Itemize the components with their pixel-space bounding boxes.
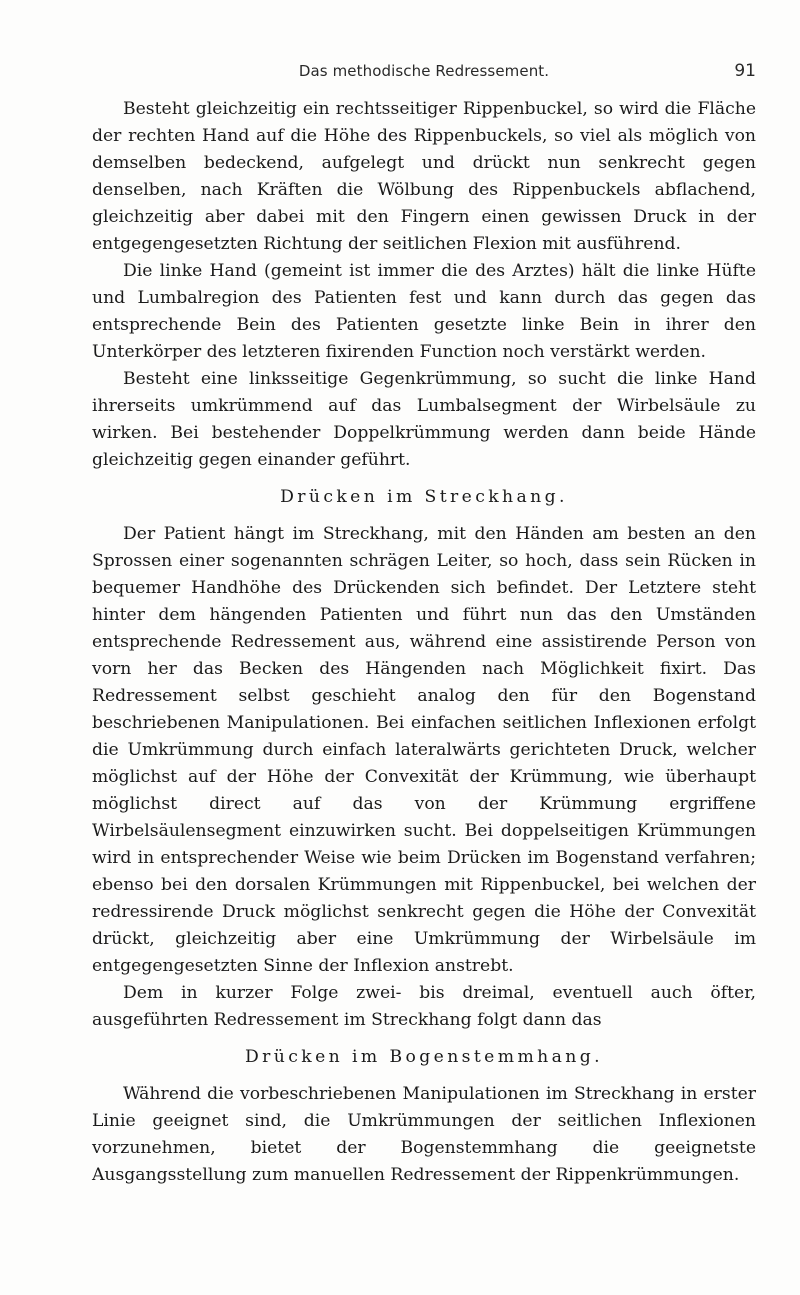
running-header: [92, 62, 756, 86]
paragraph-gegenkruemmung: Besteht eine linksseitige Gegenkrümmung, so sucht die linke Hand ihrerseits umkrümmend auf das Lumbalsegment der Wirbelsäule zu wirken. Bei bestehender Doppelkrümmung werden dann beide Hände gleichzeitig gegen einander geführt.: [92, 369, 756, 470]
running-title: Das methodische Redressement.: [298, 62, 550, 80]
paragraph-streckhang: Der Patient hängt im Streckhang, mit den Händen am besten an den Sprossen einer sogenannten schrägen Leiter, so hoch, dass sein Rücken in bequemer Handhöhe des Drückenden sich befindet. Der Letztere steht hinter dem hängenden Patienten und führt nun das den Umständen entsprechende Redressement aus, während eine assistirende Person von vorn her das Becken des Hängenden nach Möglichkeit fixirt. Das Redressement selbst geschieht analog den für den Bogenstand beschriebenen Manipulationen. Bei einfachen seitlichen Inflexionen erfolgt die Umkrümmung durch einfach lateralwärts gerichteten Druck, welcher möglichst auf der Höhe der Convexität der Krümmung, wie überhaupt möglichst direct auf das von der Krümmung ergriffene Wirbelsäulensegment einzuwirken sucht. Bei doppelseitigen Krümmungen wird in entsprechender Weise wie beim Drücken im Bogenstand verfahren; ebenso bei den dorsalen Krümmungen mit Rippenbuckel, bei welchen der redressirende Druck möglichst senkrecht gegen die Höhe der Convexität drückt, gleichzeitig aber eine Umkrümmung der Wirbelsäule im entgegengesetzten Sinne der Inflexion anstrebt.: [92, 524, 756, 976]
paragraph-linke-hand: Die linke Hand (gemeint ist immer die des Arztes) hält die linke Hüfte und Lumbalregion des Patienten fest und kann durch das gegen das entsprechende Bein des Patienten gesetzte linke Bein in ihrer den Unterkörper des letzteren fixirenden Function noch verstärkt werden.: [92, 261, 756, 362]
section-heading-streckhang: Drücken im Streckhang.: [280, 487, 568, 507]
body-text: [92, 96, 756, 1189]
page-number: 91: [734, 61, 756, 81]
paragraph-rippenbuckel: Besteht gleichzeitig ein rechtsseitiger Rippenbuckel, so wird die Fläche der rechten Hand auf die Höhe des Rippenbuckels, so viel als möglich von demselben bedeckend, aufgelegt und drückt nun senkrecht gegen denselben, nach Kräften die Wölbung des Rippenbuckels abflachend, gleichzeitig aber dabei mit den Fingern einen gewissen Druck in der entgegengesetzten Richtung der seitlichen Flexion mit ausführend.: [92, 99, 756, 254]
section-heading-bogenstemmhang: Drücken im Bogenstemmhang.: [244, 1047, 604, 1067]
paragraph-kurzer-folge: Dem in kurzer Folge zwei- bis dreimal, eventuell auch öfter, ausgeführten Redressement im Streckhang folgt dann das: [92, 983, 756, 1030]
paragraph-bogenstemmhang: Während die vorbeschriebenen Manipulationen im Streckhang in erster Linie geeignet sind, die Umkrümmungen der seitlichen Inflexionen vorzunehmen, bietet der Bogenstemmhang die geeignetste Ausgangsstellung zum manuellen Redressement der Rippenkrümmungen.: [92, 1084, 756, 1185]
